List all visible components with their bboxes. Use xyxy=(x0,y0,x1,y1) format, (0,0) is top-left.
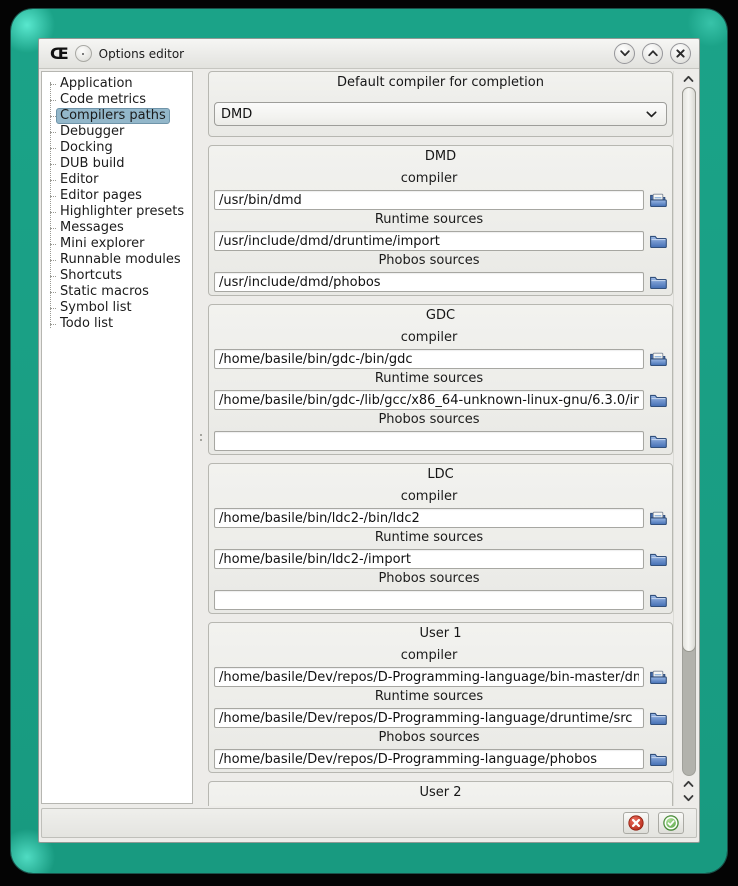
field-row xyxy=(214,667,667,687)
scroll-down-button[interactable] xyxy=(681,791,697,805)
field-row xyxy=(214,390,667,410)
sidebar-item-dub-build[interactable] xyxy=(56,156,190,172)
field-row xyxy=(214,349,667,369)
close-icon xyxy=(676,49,685,58)
tree-branch-icon xyxy=(50,164,56,165)
tree-branch-icon xyxy=(50,196,56,197)
field-row xyxy=(214,272,667,292)
sidebar-item-application[interactable] xyxy=(56,76,190,92)
cancel-icon xyxy=(628,815,644,831)
sidebar-item-static-macros[interactable] xyxy=(56,284,190,300)
group-title: GDC xyxy=(425,308,456,323)
field-block xyxy=(214,372,667,410)
tree-branch-icon xyxy=(50,132,56,133)
dmd-phobos-sources-input[interactable] xyxy=(214,272,644,292)
field-row xyxy=(214,749,667,769)
chevron-down-icon xyxy=(683,794,694,802)
field-block xyxy=(214,213,667,251)
close-button[interactable] xyxy=(670,43,691,64)
sidebar-item-editor[interactable] xyxy=(56,172,190,188)
sidebar-item-highlighter-presets[interactable] xyxy=(56,204,190,220)
sidebar-item-label: Mini explorer xyxy=(60,236,145,251)
sidebar-item-label: Code metrics xyxy=(60,92,147,107)
compiler-group-user-1 xyxy=(208,622,673,773)
field-label: compiler xyxy=(400,489,458,504)
window-frame xyxy=(11,9,727,873)
dialog-button-bar xyxy=(41,808,697,838)
chevron-up-icon xyxy=(683,780,694,788)
tree-branch-icon xyxy=(50,260,56,261)
field-label: Phobos sources xyxy=(378,730,480,745)
sidebar-item-label: DUB build xyxy=(60,156,125,171)
open-file-icon[interactable] xyxy=(649,352,667,367)
ldc-phobos-sources-input[interactable] xyxy=(214,590,644,610)
chevron-up-icon xyxy=(648,50,658,57)
scroll-up-button[interactable] xyxy=(681,72,697,86)
accept-icon xyxy=(663,815,679,831)
sidebar-item-symbol-list[interactable] xyxy=(56,300,190,316)
tree-branch-icon xyxy=(50,148,56,149)
sidebar-item-label: Shortcuts xyxy=(60,268,123,283)
tree-branch-icon xyxy=(50,116,56,117)
category-tree-list xyxy=(48,76,190,332)
tree-branch-icon xyxy=(50,244,56,245)
field-block xyxy=(214,413,667,451)
dot-icon xyxy=(82,53,84,55)
category-tree xyxy=(41,71,193,804)
field-row xyxy=(214,508,667,528)
compilers-paths-page xyxy=(208,69,699,806)
sidebar-item-label: Static macros xyxy=(60,284,149,299)
folder-icon[interactable] xyxy=(649,752,667,767)
group-title: User 2 xyxy=(419,785,462,800)
scrollbar-thumb[interactable] xyxy=(682,87,696,652)
options-editor-window xyxy=(38,38,700,843)
folder-icon[interactable] xyxy=(649,234,667,249)
group-title: User 1 xyxy=(419,626,462,641)
sidebar-item-runnable-modules[interactable] xyxy=(56,252,190,268)
user-1-compiler-input[interactable] xyxy=(214,667,644,687)
gdc-compiler-input[interactable] xyxy=(214,349,644,369)
dmd-compiler-input[interactable] xyxy=(214,190,644,210)
tree-branch-icon xyxy=(50,308,56,309)
user-1-runtime-sources-input[interactable] xyxy=(214,708,644,728)
sidebar-item-label: Todo list xyxy=(60,316,114,331)
folder-icon[interactable] xyxy=(649,593,667,608)
tree-branch-icon xyxy=(50,324,56,325)
compiler-group-ldc xyxy=(208,463,673,614)
sidebar-item-label: Messages xyxy=(60,220,124,235)
default-compiler-group xyxy=(208,71,673,137)
field-block xyxy=(214,172,667,210)
titlebar[interactable] xyxy=(39,39,699,69)
gdc-phobos-sources-input[interactable] xyxy=(214,431,644,451)
group-fields xyxy=(214,649,667,769)
combo-selected-value: DMD xyxy=(221,106,253,122)
sidebar-item-editor-pages[interactable] xyxy=(56,188,190,204)
sidebar-item-code-metrics[interactable] xyxy=(56,92,190,108)
options-scroll-area xyxy=(208,71,673,806)
group-fields xyxy=(214,490,667,610)
folder-icon[interactable] xyxy=(649,552,667,567)
scrollbar-track[interactable] xyxy=(682,87,696,776)
scroll-up-button-bottom[interactable] xyxy=(681,777,697,791)
field-row xyxy=(214,549,667,569)
content-area xyxy=(39,69,699,806)
compiler-group-gdc xyxy=(208,304,673,455)
dmd-runtime-sources-input[interactable] xyxy=(214,231,644,251)
field-label: compiler xyxy=(400,648,458,663)
field-label: Runtime sources xyxy=(374,689,484,704)
group-fields xyxy=(214,331,667,451)
vertical-scrollbar[interactable] xyxy=(673,71,699,806)
field-row xyxy=(214,231,667,251)
tree-branch-icon xyxy=(50,100,56,101)
folder-icon[interactable] xyxy=(649,711,667,726)
sidebar-item-docking[interactable] xyxy=(56,140,190,156)
folder-icon[interactable] xyxy=(649,275,667,290)
field-label: Phobos sources xyxy=(378,253,480,268)
group-title: DMD xyxy=(424,149,457,164)
group-title: LDC xyxy=(427,467,454,482)
tree-branch-icon xyxy=(50,180,56,181)
ldc-compiler-input[interactable] xyxy=(214,508,644,528)
chevron-up-icon xyxy=(683,75,694,83)
chevron-down-icon xyxy=(646,111,657,118)
field-label: compiler xyxy=(400,330,458,345)
field-row xyxy=(214,590,667,610)
tree-branch-icon xyxy=(50,292,56,293)
window-menu-button[interactable] xyxy=(75,45,92,62)
field-label: Runtime sources xyxy=(374,371,484,386)
field-label: compiler xyxy=(400,171,458,186)
field-block xyxy=(214,490,667,528)
group-title: Default compiler for completion xyxy=(337,75,544,90)
sidebar-item-mini-explorer[interactable] xyxy=(56,236,190,252)
chevron-down-icon xyxy=(620,50,630,57)
sidebar-item-debugger[interactable] xyxy=(56,124,190,140)
cancel-button[interactable] xyxy=(623,812,649,834)
folder-icon[interactable] xyxy=(649,434,667,449)
window-title: Options editor xyxy=(98,46,185,61)
field-row xyxy=(214,190,667,210)
field-block xyxy=(214,254,667,292)
sidebar-item-shortcuts[interactable] xyxy=(56,268,190,284)
app-logo-icon: Œ xyxy=(50,43,68,63)
compiler-group-user-2 xyxy=(208,781,673,806)
field-block xyxy=(214,649,667,687)
sidebar-item-label: Debugger xyxy=(60,124,125,139)
sidebar-item-label: Application xyxy=(60,76,133,91)
user-1-phobos-sources-input[interactable] xyxy=(214,749,644,769)
sidebar-item-label: Compilers paths xyxy=(56,108,170,124)
sidebar-item-messages[interactable] xyxy=(56,220,190,236)
ldc-runtime-sources-input[interactable] xyxy=(214,549,644,569)
field-label: Phobos sources xyxy=(378,571,480,586)
folder-icon[interactable] xyxy=(649,393,667,408)
splitter-grip-icon xyxy=(200,434,202,441)
open-file-icon[interactable] xyxy=(649,511,667,526)
field-row xyxy=(214,708,667,728)
field-block xyxy=(214,331,667,369)
field-row xyxy=(214,431,667,451)
field-block xyxy=(214,572,667,610)
field-label: Runtime sources xyxy=(374,530,484,545)
field-block xyxy=(214,690,667,728)
tree-branch-icon xyxy=(50,212,56,213)
shade-button[interactable] xyxy=(614,43,635,64)
compiler-group-dmd xyxy=(208,145,673,296)
sidebar-item-label: Runnable modules xyxy=(60,252,181,267)
sidebar-item-label: Docking xyxy=(60,140,113,155)
open-file-icon[interactable] xyxy=(649,670,667,685)
sidebar-item-label: Highlighter presets xyxy=(60,204,185,219)
sidebar-item-label: Editor pages xyxy=(60,188,142,203)
field-block xyxy=(214,731,667,769)
tree-branch-icon xyxy=(50,84,56,85)
sidebar-item-label: Editor xyxy=(60,172,99,187)
field-block xyxy=(214,531,667,569)
sidebar-item-compilers-paths[interactable] xyxy=(56,108,190,124)
tree-branch-icon xyxy=(50,276,56,277)
sidebar-item-label: Symbol list xyxy=(60,300,132,315)
gdc-runtime-sources-input[interactable] xyxy=(214,390,644,410)
field-label: Phobos sources xyxy=(378,412,480,427)
accept-button[interactable] xyxy=(658,812,684,834)
field-label: Runtime sources xyxy=(374,212,484,227)
unshade-button[interactable] xyxy=(642,43,663,64)
default-compiler-select[interactable] xyxy=(214,102,667,126)
splitter[interactable] xyxy=(193,69,208,806)
sidebar-item-todo-list[interactable] xyxy=(56,316,190,332)
tree-branch-icon xyxy=(50,228,56,229)
group-fields xyxy=(214,172,667,292)
open-file-icon[interactable] xyxy=(649,193,667,208)
